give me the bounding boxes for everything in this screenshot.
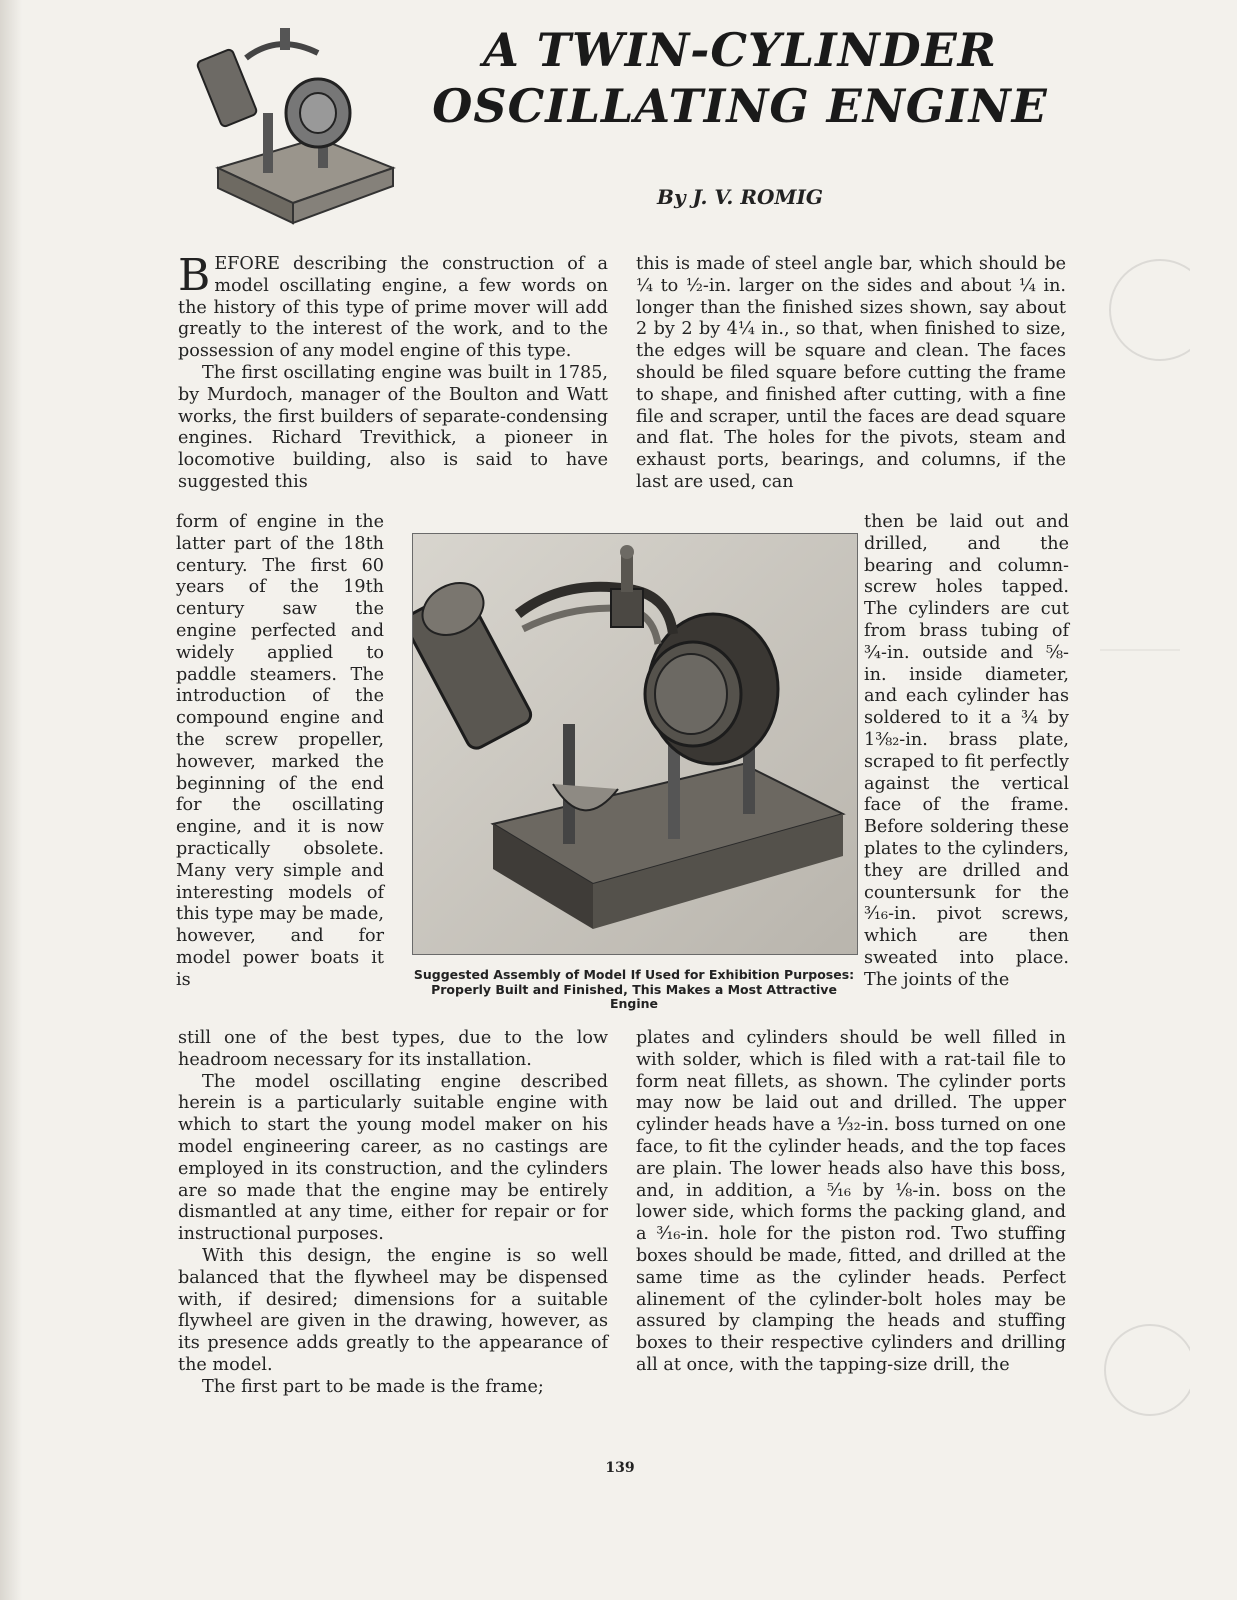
drop-cap: B <box>178 250 211 301</box>
engine-photo-image <box>413 534 857 954</box>
paragraph-history-end: still one of the best types, due to the low headroom necessary for its installation. <box>178 1028 608 1070</box>
paragraph-cylinders-cont: plates and cylinders should be well filled in with solder, which is filed with a rat-tail file to form neat fillets, as shown. The cylinder ports may now be laid out and drilled. The upper cylinder heads have a ⅓₂-in. boss turned on one face, to fit the cylinder heads, and the top faces are plain. The lower heads also have this boss, and, in addition, a ⁵⁄₁₆ by ⅛-in. boss on the lower side, which forms the packing gland, and a ³⁄₁₆-in. hole for the piston rod. Two stuffing boxes should be made, fitted, and drilled at the same time as the cylinder heads. Perfect alinement of the cylinder-bolt holes may be assured by clamping the heads and stuffing boxes to their respective cylinders and drilling all at once, with the tapping-size drill, the <box>636 1028 1066 1375</box>
byline: By J. V. ROMIG <box>657 185 823 209</box>
column-1-top <box>178 250 608 494</box>
paragraph-design: With this design, the engine is so well balanced that the flywheel may be dispensed with, if desired; dimensions for a suitable flywheel are given in the drawing, however, as its presence adds greatly to the appearance of the model. <box>178 1245 608 1375</box>
page-number: 139 <box>605 1460 635 1476</box>
column-1-narrow <box>176 512 384 992</box>
column-2-bottom <box>636 1028 1066 1377</box>
column-2-narrow <box>864 512 1069 992</box>
paragraph-cylinders: then be laid out and drilled, and the bearing and column-screw holes tapped. The cylinders are cut from brass tubing of ¾-in. outside and ⅝-in. inside diameter, and each cylinder has soldered to it a ¾ by 1⅜₂-in. brass plate, scraped to fit perfectly against the vertical face of the frame. Before soldering these plates to the cylinders, they are drilled and countersunk for the ³⁄₁₆-in. pivot screws, which are then sweated into place. The joints of the <box>864 512 1069 990</box>
paragraph-intro-text: EFORE describing the construction of a model oscillating engine, a few words on the history of this type of prime mover will add greatly to the interest of the work, and to the possession of any model engine of this type. <box>178 254 608 362</box>
paragraph-history-cont: form of engine in the latter part of the 18th century. The first 60 years of the 19th century saw the engine perfected and widely applied to paddle steamers. The introduction of the compound engine and the screw propeller, however, marked the beginning of the end for the oscillating engine, and it is now practically obsolete. Many very simple and interesting models of this type may be made, however, and for model power boats it is <box>176 512 384 990</box>
title-line-2: OSCILLATING ENGINE <box>432 79 1048 133</box>
paragraph-frame: The first part to be made is the frame; <box>202 1376 544 1397</box>
engine-photo <box>412 533 858 955</box>
paragraph-intro <box>178 250 608 363</box>
paragraph-model: The model oscillating engine described herein is a particularly suitable engine with which to start the young model maker on his model engineering career, as no castings are employed in its construction, and the cylinders are so made that the engine may be entirely dismantled at any time, either for repair or for instructional purposes. <box>178 1071 608 1245</box>
engine-illustration-header <box>168 18 400 230</box>
article-title <box>420 22 1060 134</box>
page-edge-shadow <box>0 0 22 1600</box>
column-2-top <box>636 254 1066 494</box>
figure-caption: Suggested Assembly of Model If Used for Exhibition Purposes: Properly Built and Finished, This Makes a Most Attractive Engine <box>413 967 855 1011</box>
paragraph-frame-cont: this is made of steel angle bar, which should be ¼ to ½-in. larger on the sides and about ¼ in. longer than the finished sizes shown, say about 2 by 2 by 4¼ in., so that, when finished to size, the edges will be square and clean. The faces should be filed square before cutting the frame to shape, and finished after cutting, with a fine file and scraper, until the faces are dead square and flat. The holes for the pivots, steam and exhaust ports, bearings, and columns, if the last are used, can <box>636 254 1066 492</box>
title-line-1: A TWIN-CYLINDER <box>483 23 997 77</box>
show-through-artwork <box>1080 250 1190 1500</box>
column-1-bottom <box>178 1028 608 1399</box>
paragraph-history: The first oscillating engine was built in 1785, by Murdoch, manager of the Boulton and Watt works, the first builders of separate-condensing engines. Richard Trevithick, a pioneer in locomotive building, also is said to have suggested this <box>178 362 608 492</box>
